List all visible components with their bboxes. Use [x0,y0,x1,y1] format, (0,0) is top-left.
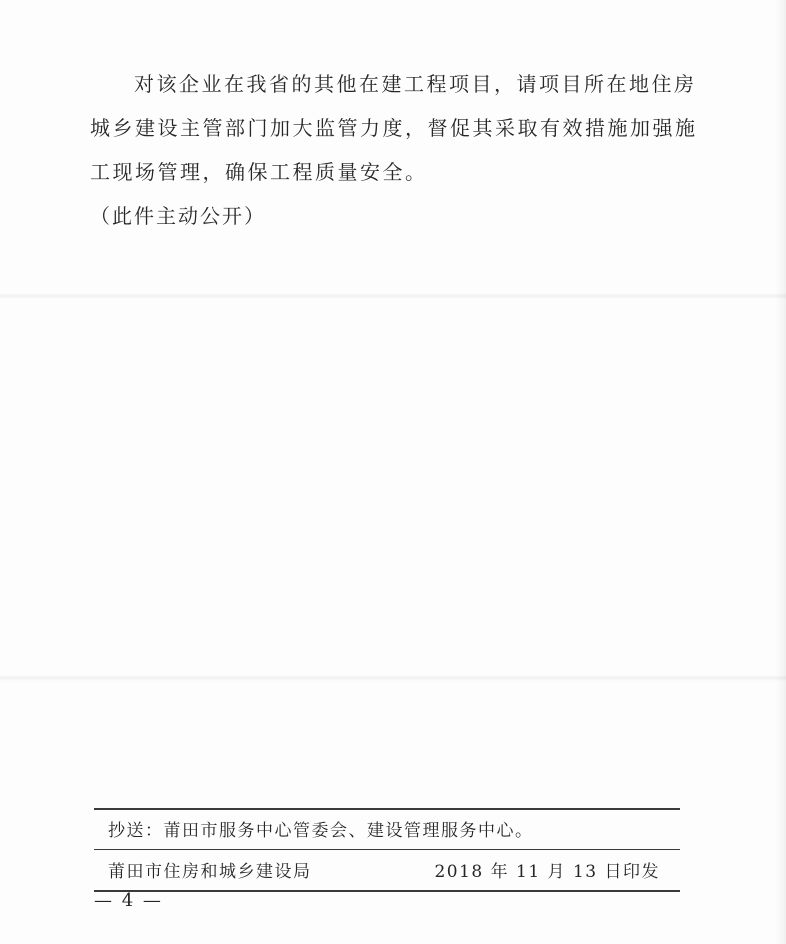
cc-line: 抄送：莆田市服务中心管委会、建设管理服务中心。 [108,821,534,841]
issuing-authority: 莆田市住房和城乡建设局 [108,862,312,882]
document-body [90,62,700,238]
footer-rule-bottom [94,890,680,892]
paper-fold-line [0,293,786,299]
page-number: — 4 — [94,890,163,911]
paper-fold-line [0,675,786,681]
footer-rule-middle [94,849,680,850]
footer-rule-top [94,808,680,810]
issue-date: 2018 年 11 月 13 日印发 [434,862,660,882]
paper-edge-shadow [776,0,786,944]
disclosure-note: （此件主动公开） [90,204,266,228]
body-paragraph: 对该企业在我省的其他在建工程项目，请项目所在地住房城乡建设主管部门加大监管力度，督促其采取有效措施加强施工现场管理，确保工程质量安全。 [90,72,698,184]
